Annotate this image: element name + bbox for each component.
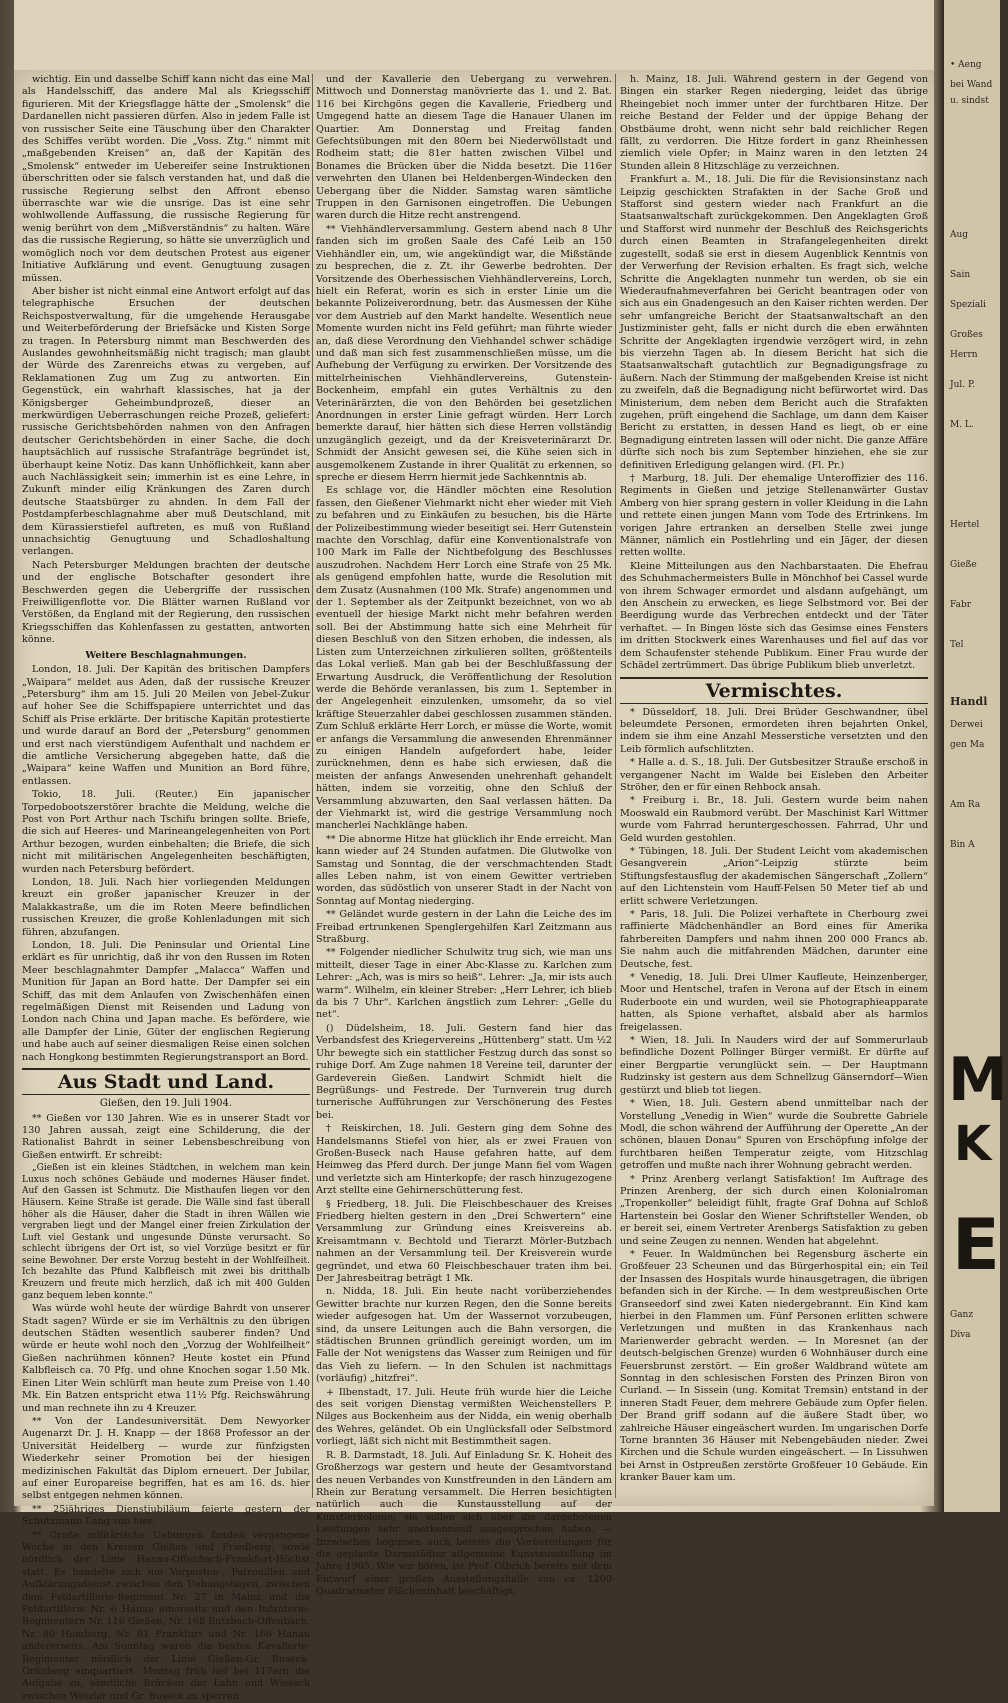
- paragraph: ** Von der Landesuniversität. Dem Newyorker Augenarzt Dr. J. H. Knapp — der 1868 Professor an der Universität Heidelberg — wurde zur fünfzigsten Wiederkehr seiner Promotion bei der hiesigen medizinischen Fakultät das Diplom erneuert. Der Jubilar, auf einer Europareise begriffen, hat es am 16. ds. hier selbst entgegen nehmen können.: [22, 1415, 310, 1502]
- paragraph: Es schlage vor, die Händler möchten eine Resolution fassen, den Gießener Viehmarkt nicht eher wieder mit Vieh zu befahren und zu Einkäufen zu besuchen, bis die Härte der Polizeibestimmung wieder beseitigt sei. Herr Gutenstein machte den Vorschlag, dafür eine Konventionalstrafe von 100 Mark im Falle der Nichtbefolgung des Beschlusses auszudrohen. Nachdem Herr Lorch eine Strafe von 25 Mk. als genügend empfohlen hatte, wurde die Resolution mit dem Zusatz (Ausnahmen (100 Mk. Strafe) angenommen und der 1. September als der Zeitpunkt bezeichnet, von wo ab eventuell der hiesige Markt nicht mehr befahren werden soll. Bei der Abstimmung hatte sich eine Mehrheit für diesen Beschluß von den Sitzen erhoben, die indessen, als Listen zum Unterzeichnen zirkulieren sollten, größtenteils das Lokal verließ. Man gab bei der Beschlußfassung der Erwartung Ausdruck, die Veröffentlichung der Resolution werde die Behörde veranlassen, bis zum 1. September in der Angelegenheit einzulenken, umsomehr, da so viel kräftige Steuerzahler dabei geschlossen zusammen ständen. Zum Schluß erklärte Herr Lorch, er müsse die Worte, womit er anfangs die Versammlung die anwesenden Ehrenmänner zu einigen Handeln aufgefordert habe, leider zurücknehmen, denn es habe sich erwiesen, daß die meisten der anfangs Anwesenden unehrenhaft gehandelt hätten, indem sie vorzeitig, ohne den Schluß der Versammlung abzuwarten, den Saal verlassen hätten. Da der Viehmarkt ist, wird die gestrige Versammlung noch mancherlei Nachklänge haben.: [316, 485, 612, 832]
- ad-big-letter: E: [952, 1204, 1000, 1286]
- paragraph: Aber bisher ist nicht einmal eine Antwort erfolgt auf das telegraphische Ersuchen der deutschen Reichspostverwaltung, für die umgehende Herausgabe und Weiterbeförderung der Briefsäcke und Kisten Sorge zu tragen. In Petersburg nimmt man Beschwerden des Auslandes gewohnheitsmäßig nicht tragisch; man glaubt der Würde des Zarenreichs etwas zu vergeben, auf Reklamationen Zug um Zug zu antworten. Ein Gegenstück, ein wahrhaft klassisches, hat ja der Königsberger Geheimbundprozeß, dieser an merkwürdigen Ueberraschungen reiche Prozeß, geliefert: russische Gerichtsbehörden nahmen von den Anfragen deutscher Gerichtsbehörden in einer Sache, die doch hauptsächlich auf russische Strafanträge begründet ist, überhaupt keine Notiz. Das kann Unhöflichkeit, kann aber auch Nachlässigkeit sein; immerhin ist es eine Lehre, in Zukunft minder eilig Kränkungen des Zaren durch deutsche Staatsbürger zu ahnden. In dem Fall der Postdampferbeschlagnahme aber muß Deutschland, mit dem Kürassierstiefel auftreten, es muß von Rußland unnachsichtig Genugtuung und Schadloshaltung verlangen.: [22, 285, 310, 558]
- strip-text: gen Ma: [950, 740, 985, 750]
- column-1: [22, 74, 310, 1702]
- strip-text: Sain: [950, 270, 971, 280]
- paragraph: † Marburg, 18. Juli. Der ehemalige Unteroffizier des 116. Regiments in Gießen und jetzige Stellenanwärter Gustav Amberg von hier sprang gestern in voller Kleidung in die Lahn und rettete einen jungen Mann vom Tode des Ertrinkens. Im vorigen Jahre ertranken an derselben Stelle zwei junge Männer, nämlich ein Postlehrling und ein Jäger, der diesen retten wollte.: [620, 473, 928, 559]
- column-rule: [312, 74, 313, 1498]
- paragraph: * Wien, 18. Juli. Gestern abend unmittelbar nach der Vorstellung „Venedig in Wien“ wurde die Soubrette Gabriele Modl, die schon während der Aufführung der Operette „An der schönen, blauen Donau“ Spuren von Erschöpfung infolge der furchtbaren heißen Temperatur zeigte, vom Hitzschlag getroffen und mußte nach ihrer Wohnung gebracht werden.: [620, 1098, 928, 1172]
- paragraph: Was würde wohl heute der würdige Bahrdt von unserer Stadt sagen? Würde er sie im Verhältnis zu den übrigen deutschen Städten wesentlich sauberer finden? Und würde er heute wohl noch den „Vorzug der Wohlfeilheit“ Gießen nachrühmen können? Heute kostet ein Pfund Kalbfleisch ca. 70 Pfg. und ohne Knochen sogar 1.50 Mk. Einen Liter Wein schlürft man heute zum Preise von 1.40 Mk. Ein Batzen entspricht etwa 11½ Pfg. Reichswährung und man rechnete ihn zu 4 Kreuzer.: [22, 1303, 310, 1414]
- page-top-margin: [14, 0, 934, 70]
- paragraph: Frankfurt a. M., 18. Juli. Die für die Revisionsinstanz nach Leipzig geschickten Strafakten in der Sache Groß und Stafforst sind gestern wieder nach Frankfurt an die Staatsanwaltschaft zurückgekommen. Den Angeklagten Groß und Stafforst wird nunmehr der Beschluß des Reichsgerichts durch einen Beamten in Strafangelegenheiten direkt zugestellt, sodaß sie erst in diesem Augenblick Kenntnis von der Verwerfung der Revision erhalten. Es fragt sich, welche Schritte die Angeklagten nunmehr tun werden, ob sie ein Wiederaufnahmeverfahren bei Gericht beantragen oder von sich aus ein Gnadengesuch an den Kaiser richten werden. Der sehr umfangreiche Bericht der Staatsanwaltschaft an den Justizminister geht, falls er nicht durch die eben erwähnten Schritte der Angeklagten irgendwie verzögert wird, in zehn bis vierzehn Tagen ab. In diesem Bericht hat sich die Staatsanwaltschaft gutachtlich zur Begnadigungsfrage zu äußern. Nach der Stimmung der maßgebenden Kreise ist nicht zu zweifeln, daß die Begnadigung nicht befürwortet wird. Das Ministerium, dem neben dem Bericht auch die Strafakten zugehen, prüft eingehend die Sachlage, um dann dem Kaiser Bericht zu erstatten, in dessen Hand es liegt, ob er eine Begnadigung eintreten lassen will oder nicht. Die ganze Affäre dürfte sich noch bis zum September hinziehen, ehe sie zur definitiven Erledigung gelangen wird. (Fl. Pr.): [620, 174, 928, 471]
- strip-text: Handl: [950, 695, 988, 708]
- strip-text: u. sindst: [950, 96, 989, 106]
- strip-text: Speziali: [950, 300, 986, 310]
- paragraph: London, 18. Juli. Die Peninsular und Oriental Line erklärt es für unrichtig, daß ihr von den Russen im Roten Meer beschlagnahmter Dampfer „Malacca“ Waffen und Munition für Japan an Bord hatte. Der Dampfer sei ein Schiff, das mit dem Anlaufen von Zwischenhäfen einen regelmäßigen Dienst mit Reisenden und Ladung von London nach China und Japan mache. Es befördere, wie alle Dampfer der Linie, Güter der englischen Regierung und habe auch auf seiner diesmaligen Reise einen solchen nach Hongkong bestimmten Regierungstransport an Bord.: [22, 940, 310, 1063]
- strip-text: M. L.: [950, 420, 974, 430]
- paragraph: Kleine Mitteilungen aus den Nachbarstaaten. Die Ehefrau des Schuhmachermeisters Bulle in Mönchhof bei Cassel wurde von ihrem Schwager ermordet und alsdann aufgehängt, um den Anschein zu erwecken, es liege Selbstmord vor. Bei der Beerdigung wurde das Verbrechen entdeckt und der Täter verhaftet. — In Bingen löste sich das Gesimse eines Fensters im dritten Stockwerk eines Warenhauses und fiel auf das vor dem Schaufenster stehende Publikum. Einer Frau wurde der Schädel zertrümmert. Das übrige Publikum blieb unverletzt.: [620, 560, 928, 672]
- paragraph: ** Folgender niedlicher Schulwitz trug sich, wie man uns mitteilt, dieser Tage in einer Abc-Klasse zu. Karlchen zum Lehrer: „Ach, was is mirs so heiß“. Lehrer: „Ja, mir ists auch warm“. Wilhelm, ein kleiner Streber: „Herr Lehrer, ich blieb da bis 7 Uhr“. Karlchen ängstlich zum Lehrer: „Gelle du net“.: [316, 947, 612, 1021]
- paragraph: + Ilbenstadt, 17. Juli. Heute früh wurde hier die Leiche des seit vorigen Dienstag vermißten Weichenstellers P. Nilges aus Bockenheim aus der Nidda, ein wenig oberhalb des Wehres, geländet. Ob ein Unglücksfall oder Selbstmord vorliegt, läßt sich nicht mit Bestimmtheit sagen.: [316, 1386, 612, 1448]
- newspaper-page: [14, 70, 934, 1702]
- paragraph: * Tübingen, 18. Juli. Der Student Leicht vom akademischen Gesangverein „Arion“-Leipzig stürzte beim Stiftungsfestausflug der akademischen Sängerschaft „Zollern“ auf den Lichtenstein vom Hauff-Felsen 50 Meter tief ab und erlitt schwere Verletzungen.: [620, 845, 928, 907]
- strip-text: Diva: [950, 1330, 971, 1340]
- paragraph: Tokio, 18. Juli. (Reuter.) Ein japanischer Torpedobootszerstörer brachte die Meldung, welche die Post von Port Arthur nach Tschifu bringen sollte. Briefe, die sich auf Heeres- und Marineangelegenheiten von Port Arthur bezogen, wurden einbehalten; die Briefe, die sich nicht mit militärischen Angelegenheiten beschäftigten, wurden nach Petersburg befördert.: [22, 789, 310, 875]
- adjacent-page-strip: [944, 0, 1008, 1512]
- paragraph: * Düsseldorf, 18. Juli. Drei Brüder Geschwandner, übel beleumdete Personen, ermordeten ihren bejahrten Onkel, indem sie ihm eine Anzahl Messerstiche versetzten und den Leib förmlich aufschlitzten.: [620, 706, 928, 755]
- column-2: [316, 74, 612, 1598]
- strip-text: Bin A: [950, 840, 975, 850]
- strip-text: Hertel: [950, 520, 980, 530]
- section-heading: Aus Stadt und Land.: [22, 1068, 310, 1095]
- column-rule: [615, 74, 616, 1498]
- subheading: Weitere Beschlagnahmungen.: [85, 649, 247, 661]
- strip-text: Großes: [950, 330, 983, 340]
- paragraph: § Friedberg, 18. Juli. Die Fleischbeschauer des Kreises Friedberg hielten gestern in den „Drei Schwertern“ eine Versammlung zur Gründung eines Kreisvereins ab. Kreisamtmann v. Bechtold und Tierarzt Mörler-Butzbach nahmen an der Versammlung teil. Der Kreisverein wurde gegründet, und etwa 60 Fleischbeschauer traten ihm bei. Der Jahresbeitrag beträgt 1 Mk.: [316, 1198, 612, 1284]
- strip-text: • Aeng: [950, 60, 982, 70]
- paragraph: ** Die abnorme Hitze hat glücklich ihr Ende erreicht. Man kann wieder auf 24 Stunden aufatmen. Die Glutwolke von Samstag und Sonntag, die der verschmachtenden Stadt alles Leben nahm, ist von einem Gewitter vertrieben worden, das südöstlich von unserer Stadt in der Nacht von Sonntag auf Montag niederging.: [316, 833, 612, 907]
- paragraph: ** Große militärische Uebungen fanden vergangene Woche in den Kreisen Gießen und Friedberg, sowie nördlich der Linie Hanau-Offenbach-Frankfurt-Höchst statt. Es handelte sich um Vorposten-, Patrouillen und Aufklärungsdienst zwischen den Uebungstagen, zwischen dem Feldartillerie-Regiment Nr. 27 in Mainz und die Feldartillerie Nr. 6 Hanau einerseits und den Infanterie-Regimentern Nr. 116 Gießen, Nr. 168 Butzbach-Offenbach, Nr. 80 Homburg, Nr. 81 Frankfurt und Nr. 166 Hanau andererseits. Am Sonntag waren die beiden Kavallerie-Regimenter nördlich der Linie Gießen-Gr. Buseck-Grünberg einquartiert. Montag früh lief bei 117ern die Aufgabe zu, sämtliche Brücken der Lahn und Wieseck zwischen Wetzlar und Gr. Buseck zu sperren: [22, 1529, 310, 1702]
- strip-text: Am Ra: [950, 800, 981, 810]
- paragraph: h. Mainz, 18. Juli. Während gestern in der Gegend von Bingen ein starker Regen niederging, leidet das übrige Rheingebiet noch immer unter der furchtbaren Hitze. Der reiche Bestand der Felder und der üppige Behang der Obstbäume droht, wenn nicht sehr bald reichlicher Regen fällt, zu verdorren. Die Hitze fordert in ganz Rheinhessen ziemlich viele Opfer; in Mainz waren in den letzten 24 Stunden allein 8 Hitzschläge zu verzeichnen.: [620, 74, 928, 172]
- paragraph: ** Geländet wurde gestern in der Lahn die Leiche des im Freibad ertrunkenen Spenglergehilfen Karl Zeitzmann aus Straßburg.: [316, 909, 612, 946]
- strip-text: Jul. P.: [950, 380, 976, 390]
- strip-text: Herrn: [950, 350, 978, 360]
- strip-text: Fabr: [950, 600, 972, 610]
- paragraph: und der Kavallerie den Uebergang zu verwehren. Mittwoch und Donnerstag manövrierte das 1. und 2. Bat. 116 bei Kirchgöns gegen die Kavallerie, Friedberg und Umgegend hatte an diesem Tage die Hanauer Ulanen im Quartier. Am Donnerstag und Freitag fanden Gefechtsübungen mit den 80ern bei Niederwöllstadt und Rodheim statt; die 81er hatten zwischen Vilbel und Bonames die Brücken über die Nidda besetzt. Die 116er verwehrten den Ulanen bei Heldenbergen-Windecken den Uebergang über die Nidder. Samstag waren sämtliche Truppen in den Garnisonen eingetroffen. Die Uebungen waren durch die Hitze recht anstrengend.: [316, 74, 612, 222]
- paragraph: * Feuer. In Waldmünchen bei Regensburg äscherte ein Großfeuer 23 Scheunen und das Bürgerhospital ein; ein Teil der Insassen des Hospitals wurde hinausgetragen, die übrigen befanden sich in der Kirche. — In dem westpreußischen Orte Granseedorf sind zwei Katen niedergebrannt. Ein Kind kam hierbei in den Flammen um. Fünf Personen erlitten schwere Verletzungen und mußten in das Krankenhaus nach Marienwerder gebracht werden. — In Moresnet (an der deutsch-belgischen Grenze) wurden 6 Wohnhäuser durch eine Feuersbrunst zerstört. — Ein großer Waldbrand wütete am Sonntag in den schlesischen Forsten des Prinzen Biron von Curland. — In Sissein (ung. Komitat Tremsin) entstand in der inneren Stadt Feuer, dem mehrere Gebäude zum Opfer fielen. Der Brand griff sodann auf die äußere Stadt über, wo zahlreiche Häuser eingeäschert wurden. Im ungarischen Dorfe Torne brannten 36 Häuser mit Nebengebäuden nieder. Zwei Kirchen und die Schule wurden eingeäschert. — In Lissuhwen bei Arnst in Ostpreußen zerstörte Großfeuer 10 Gebäude. Ein kranker Bauer kam um.: [620, 1248, 928, 1484]
- paragraph: ** Gießen vor 130 Jahren. Wie es in unserer Stadt vor 130 Jahren aussah, zeigt eine Schilderung, die der Rationalist Bahrdt in seiner Lebensbeschreibung von Gießen entwirft. Er schreibt:: [22, 1112, 310, 1161]
- paragraph: * Halle a. d. S., 18. Juli. Der Gutsbesitzer Strauße erschoß in vergangener Nacht im Walde bei Eisleben den Arbeiter Ströher, den er für einen Rehbock ansah.: [620, 757, 928, 793]
- strip-text: Gieße: [950, 560, 977, 570]
- paragraph: ** Viehhändlerversammlung. Gestern abend nach 8 Uhr fanden sich im großen Saale des Café Leib an 150 Viehhändler ein, um, wie angekündigt war, die Mißstände zu besprechen, die z. Zt. ihr Gewerbe bedrohten. Der Vorsitzende des Oberhessischen Viehhändlervereins, Lorch, hielt ein Referat, worin es sich in erster Linie um die bekannte Polizeiverordnung, betr. das Ausmessen der Kühe vor dem Austrieb auf den Markt handelte. Wesentlich neue Momente wurden nicht ins Feld geführt; man führte wieder an, daß diese Verordnung den Viehhandel schwer schädige und daß man sich fest zusammenschließen müsse, um die Aufhebung der Verfügung zu erwirken. Der Vorsitzende des mittelrheinischen Viehhändlervereins, Gutenstein-Bockenheim, empfahl ein gutes Verhältnis zu den Veterinärärzten, die von den Behörden bei gesetzlichen Anordnungen in erster Linie gefragt würden. Herr Lorch bemerkte darauf, hier hätten sich diese Herren vollständig unzugänglich gezeigt, und da der Kreisveterinärarzt Dr. Schmidt der Ansicht gewesen sei, die Kühe seien sich in ausgemolkenem Zustande in ihrer Qualität zu erkennen, so spreche er diesem Herrn hiermit jede Sachkenntnis ab.: [316, 223, 612, 483]
- paragraph: wichtig. Ein und dasselbe Schiff kann nicht das eine Mal als Handelsschiff, das andere Mal als Kriegsschiff figurieren. Mit der Kriegsflagge hätte der „Smolensk“ die Dardanellen nicht passieren dürfen. Also in jedem Falle ist von russischer Seite eine Täuschung über den Charakter des Schiffes verübt worden. Die „Voss. Ztg.“ nimmt mit „maßgebenden Kreisen“ an, daß der Kapitän des „Smolensk“ entweder im Uebereifer seine Instruktionen überschritten oder sie falsch verstanden hat, und daß die russische Regierung selbst den Affront ebenso überraschte war wie die unsrige. Das ist eine sehr wohlwollende Auffassung, die russische Regierung für wenig berührt von dem „Mißverständnis“ zu halten. Wäre das die russische Regierung, so hätte sie unverzüglich und womöglich noch vor dem deutschen Protest aus eigener Initiative Aufklärung und event. Genugtuung zusagen müssen.: [22, 74, 310, 284]
- paragraph: London, 18. Juli. Nach hier vorliegenden Meldungen kreuzt ein großer japanischer Kreuzer in der Malakkastraße, um die im Roten Meere befindlichen russischen Kreuzer, die große Kohlenladungen mit sich führen, abzufangen.: [22, 877, 310, 938]
- paragraph: * Paris, 18. Juli. Die Polizei verhaftete in Cherbourg zwei raffinierte Mädchenhändler an Bord eines für Amerika fahrbereiten Dampfers und nahm ihnen 200 000 Francs ab. Sie nahm auch die mitfahrenden Mädchen, darunter eine Deutsche, fest.: [620, 909, 928, 970]
- paragraph: Nach Petersburger Meldungen brachten der deutsche und der englische Botschafter gesondert ihre Beschwerden gegen die Uebergriffe der russischen Freiwilligenflotte vor. Die Blätter warnen Rußland vor Verstößen, da England mit der Regierung, den russischen Kriegsschiffen das Kohlenfassen zu gestatten, antworten könne.: [22, 559, 310, 646]
- strip-text: Tel: [950, 640, 964, 650]
- paragraph: * Wien, 18. Juli. In Nauders wird der auf Sommerurlaub befindliche Dozent Pollinger Bürger vermißt. Er dürfte auf einer Bergpartie verunglückt sein. — Der Hauptmann Rudzinsky ist gestern aus dem Schnellzug Gänserndorf—Wien gestürzt und blieb tot liegen.: [620, 1035, 928, 1096]
- section-heading: Vermischtes.: [620, 677, 928, 704]
- column-3: [620, 74, 928, 1500]
- paragraph: „Gießen ist ein kleines Städtchen, in welchem man kein Luxus noch schönes Gebäude und modernes Häuser findet. Auf den Gassen ist Schmutz. Die Misthaufen liegen vor den Häusern. Keine Straße ist gerade. Die Wälle sind fast überall höher als die Häuser, daher die Stadt in ihren Wällen wie vergraben liegt und der Mangel einer freien Zirkulation der Luft viel Gestank und ungesunde Dünste verursacht. So schlecht übrigens der Ort ist, so viel Vorzüge besitzt er für seine Bewohner. Der erste Vorzug besteht in der Wohlfeilheit. Ich bezahlte das Pfund Kalbfleisch mit zwei bis dritthalb Kreuzern und freute mich herzlich, daß ich mit 400 Gulden ganz bequem leben konnte.“: [22, 1163, 310, 1301]
- paragraph: ** 25jähriges Dienstjubiläum feierte gestern der Schutzmann Lang von hier.: [22, 1503, 310, 1528]
- strip-text: Aug: [950, 230, 969, 240]
- paragraph: * Freiburg i. Br., 18. Juli. Gestern wurde beim nahen Mooswald ein Raubmord verübt. Der Maschinist Karl Wittmer wurde vom Fahrrad heruntergeschossen. Fahrrad, Uhr und Geld wurden gestohlen.: [620, 795, 928, 844]
- paragraph: † Reiskirchen, 18. Juli. Gestern ging dem Sohne des Handelsmanns Stiefel von hier, als er zwei Frauen von Großen-Buseck nach Hause gefahren hatte, auf dem Heimweg das Pferd durch. Der junge Mann fiel vom Wagen und verletzte sich am Hinterkopfe; der rasch hinzugezogene Arzt stellte eine Gehirnerschütterung fest.: [316, 1123, 612, 1197]
- paragraph: London, 18. Juli. Der Kapitän des britischen Dampfers „Waipara“ meldet aus Aden, daß der russische Kreuzer „Petersburg“ ihm am 15. Juli 20 Meilen von Jebel-Zukur auf hoher See die Schiffspapiere unterrichtet und das Schiff als Prise erklärte. Der britische Kapitän protestierte und wurde darauf an Bord der „Petersburg“ genommen und erst nach vierstündigem Aufenthalt und nachdem er die amtliche Versicherung abgegeben hatte, daß die „Waipara“ keine Waffen und Munition an Bord führe, entlassen.: [22, 664, 310, 787]
- strip-text: Derwei: [950, 720, 983, 730]
- paragraph: n. Nidda, 18. Juli. Ein heute nacht vorüberziehendes Gewitter brachte nur kurzen Regen, den die Sonne bereits wieder aufgesogen hat. Um der Wassernot vorzubeugen, sind, da unsere Leitungen auch die Bahn versorgen, die städtischen Brunnen gründlich gereinigt worden, um im Falle der Not wenigstens das Wasser zum Reinigen und für das Vieh zu liefern. — In den Schulen ist nachmittags (vorläufig) „hitzfrei“.: [316, 1286, 612, 1385]
- strip-text: bei Wand: [950, 80, 993, 90]
- dateline: Gießen, den 19. Juli 1904.: [99, 1098, 233, 1110]
- ad-big-letter: M: [948, 1045, 1008, 1115]
- strip-text: Ganz: [950, 1310, 974, 1320]
- paragraph: R. B. Darmstadt, 18. Juli. Auf Einladung Sr. K. Hoheit des Großherzogs war gestern und heute der Gesamtvorstand des neuen Verbandes von Kunstfreunden in den Ländern am Rhein zur Beratung versammelt. Die Herren besichtigten natürlich auch die Kunstausstellung auf der Künstlerkolonie; sie sollen sich über die dargebotenen Leistungen sehr anerkennend ausgesprochen haben. — Inzwischen beginnen auch bereits die Vorbereitungen für die geplante Darmstädter allgemeine Kunstausstellung im Jahre 1905. Wie wir hören, ist Prof. Olbrich bereits mit dem Entwurf einer großen Ausstellungshalle von ca. 1200 Quadratmeter Flächeninhalt beschäftigt.: [316, 1449, 612, 1598]
- ad-big-letter: K: [954, 1116, 992, 1172]
- paragraph: () Düdelsheim, 18. Juli. Gestern fand hier das Verbandsfest des Kriegervereins „Hüttenberg“ statt. Um ½2 Uhr bewegte sich ein stattlicher Festzug durch das sonst so ruhige Dorf. Am Zuge nahmen 18 Vereine teil, darunter der Gardeverein Gießen. Landwirt Schmidt hielt die Begrüßungs- und Festrede. Der Turnverein trug durch turnerische Aufführungen zur Verschönerung des Festes bei.: [316, 1022, 612, 1121]
- paragraph: * Prinz Arenberg verlangt Satisfaktion! Im Auftrage des Prinzen Arenberg, der sich durch einen Kolonialroman „Tropenkoller“ beleidigt fühlt, fragte Graf Dohna auf Schloß Hartenstein bei Goslar den Wiener Schriftsteller Wenden, ob er bereit sei, einem Vertreter Arenbergs Satisfaktion zu geben und seine Zeugen zu nennen. Wenden hat abgelehnt.: [620, 1173, 928, 1247]
- paragraph: * Venedig, 18. Juli. Drei Ulmer Kaufleute, Heinzenberger, Moor und Hentschel, trafen in Verona auf der Etsch in einem Ruderboote ein und wurden, weil sie Photographieapparate hatten, als Spione verhaftet, alsbald aber als harmlos freigelassen.: [620, 972, 928, 1033]
